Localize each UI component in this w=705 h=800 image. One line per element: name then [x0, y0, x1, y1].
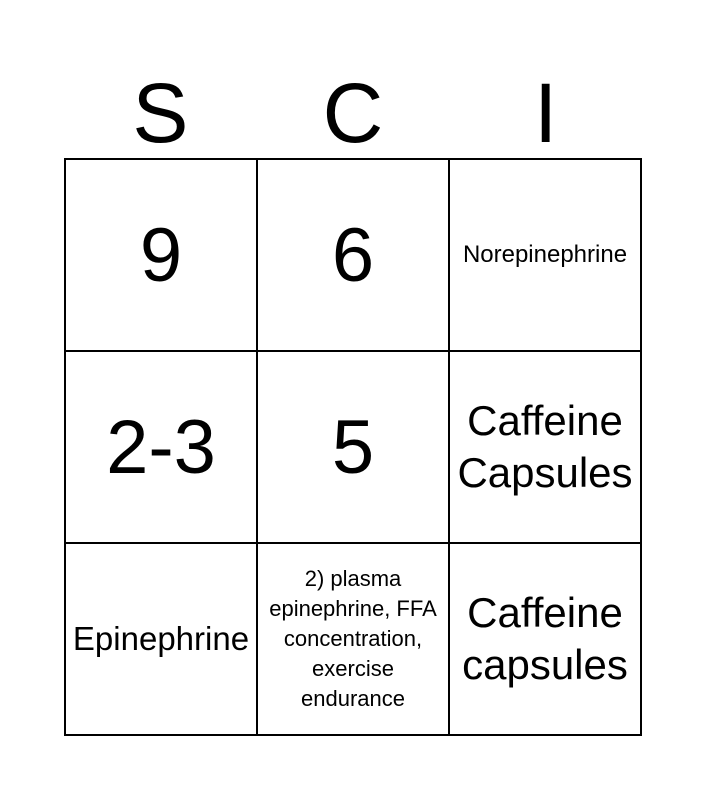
- bingo-cell: [449, 351, 641, 543]
- cell-text: 5: [331, 404, 375, 490]
- bingo-grid: [64, 158, 642, 736]
- bingo-cell: [449, 543, 641, 735]
- bingo-cell: [65, 159, 257, 351]
- header-letter-s: S: [132, 66, 189, 160]
- cell-text: Caffeine capsules: [462, 589, 628, 688]
- bingo-header: [64, 68, 642, 158]
- cell-text: Norepinephrine: [462, 241, 628, 268]
- bingo-cell: [65, 351, 257, 543]
- bingo-cell: [449, 159, 641, 351]
- bingo-cell: [257, 351, 449, 543]
- header-letter-c: C: [322, 66, 384, 160]
- bingo-cell: [257, 159, 449, 351]
- cell-text: Epinephrine: [72, 620, 250, 657]
- cell-text: 2-3: [106, 404, 216, 490]
- bingo-cell: [65, 543, 257, 735]
- header-letter-i: I: [534, 66, 558, 160]
- cell-text: 9: [139, 212, 183, 298]
- cell-text: Caffeine Capsules: [457, 397, 633, 496]
- bingo-cell: [257, 543, 449, 735]
- cell-text: 6: [331, 212, 375, 298]
- cell-text: 2) plasma epinephrine, FFA concentration, exercise endurance: [269, 566, 437, 711]
